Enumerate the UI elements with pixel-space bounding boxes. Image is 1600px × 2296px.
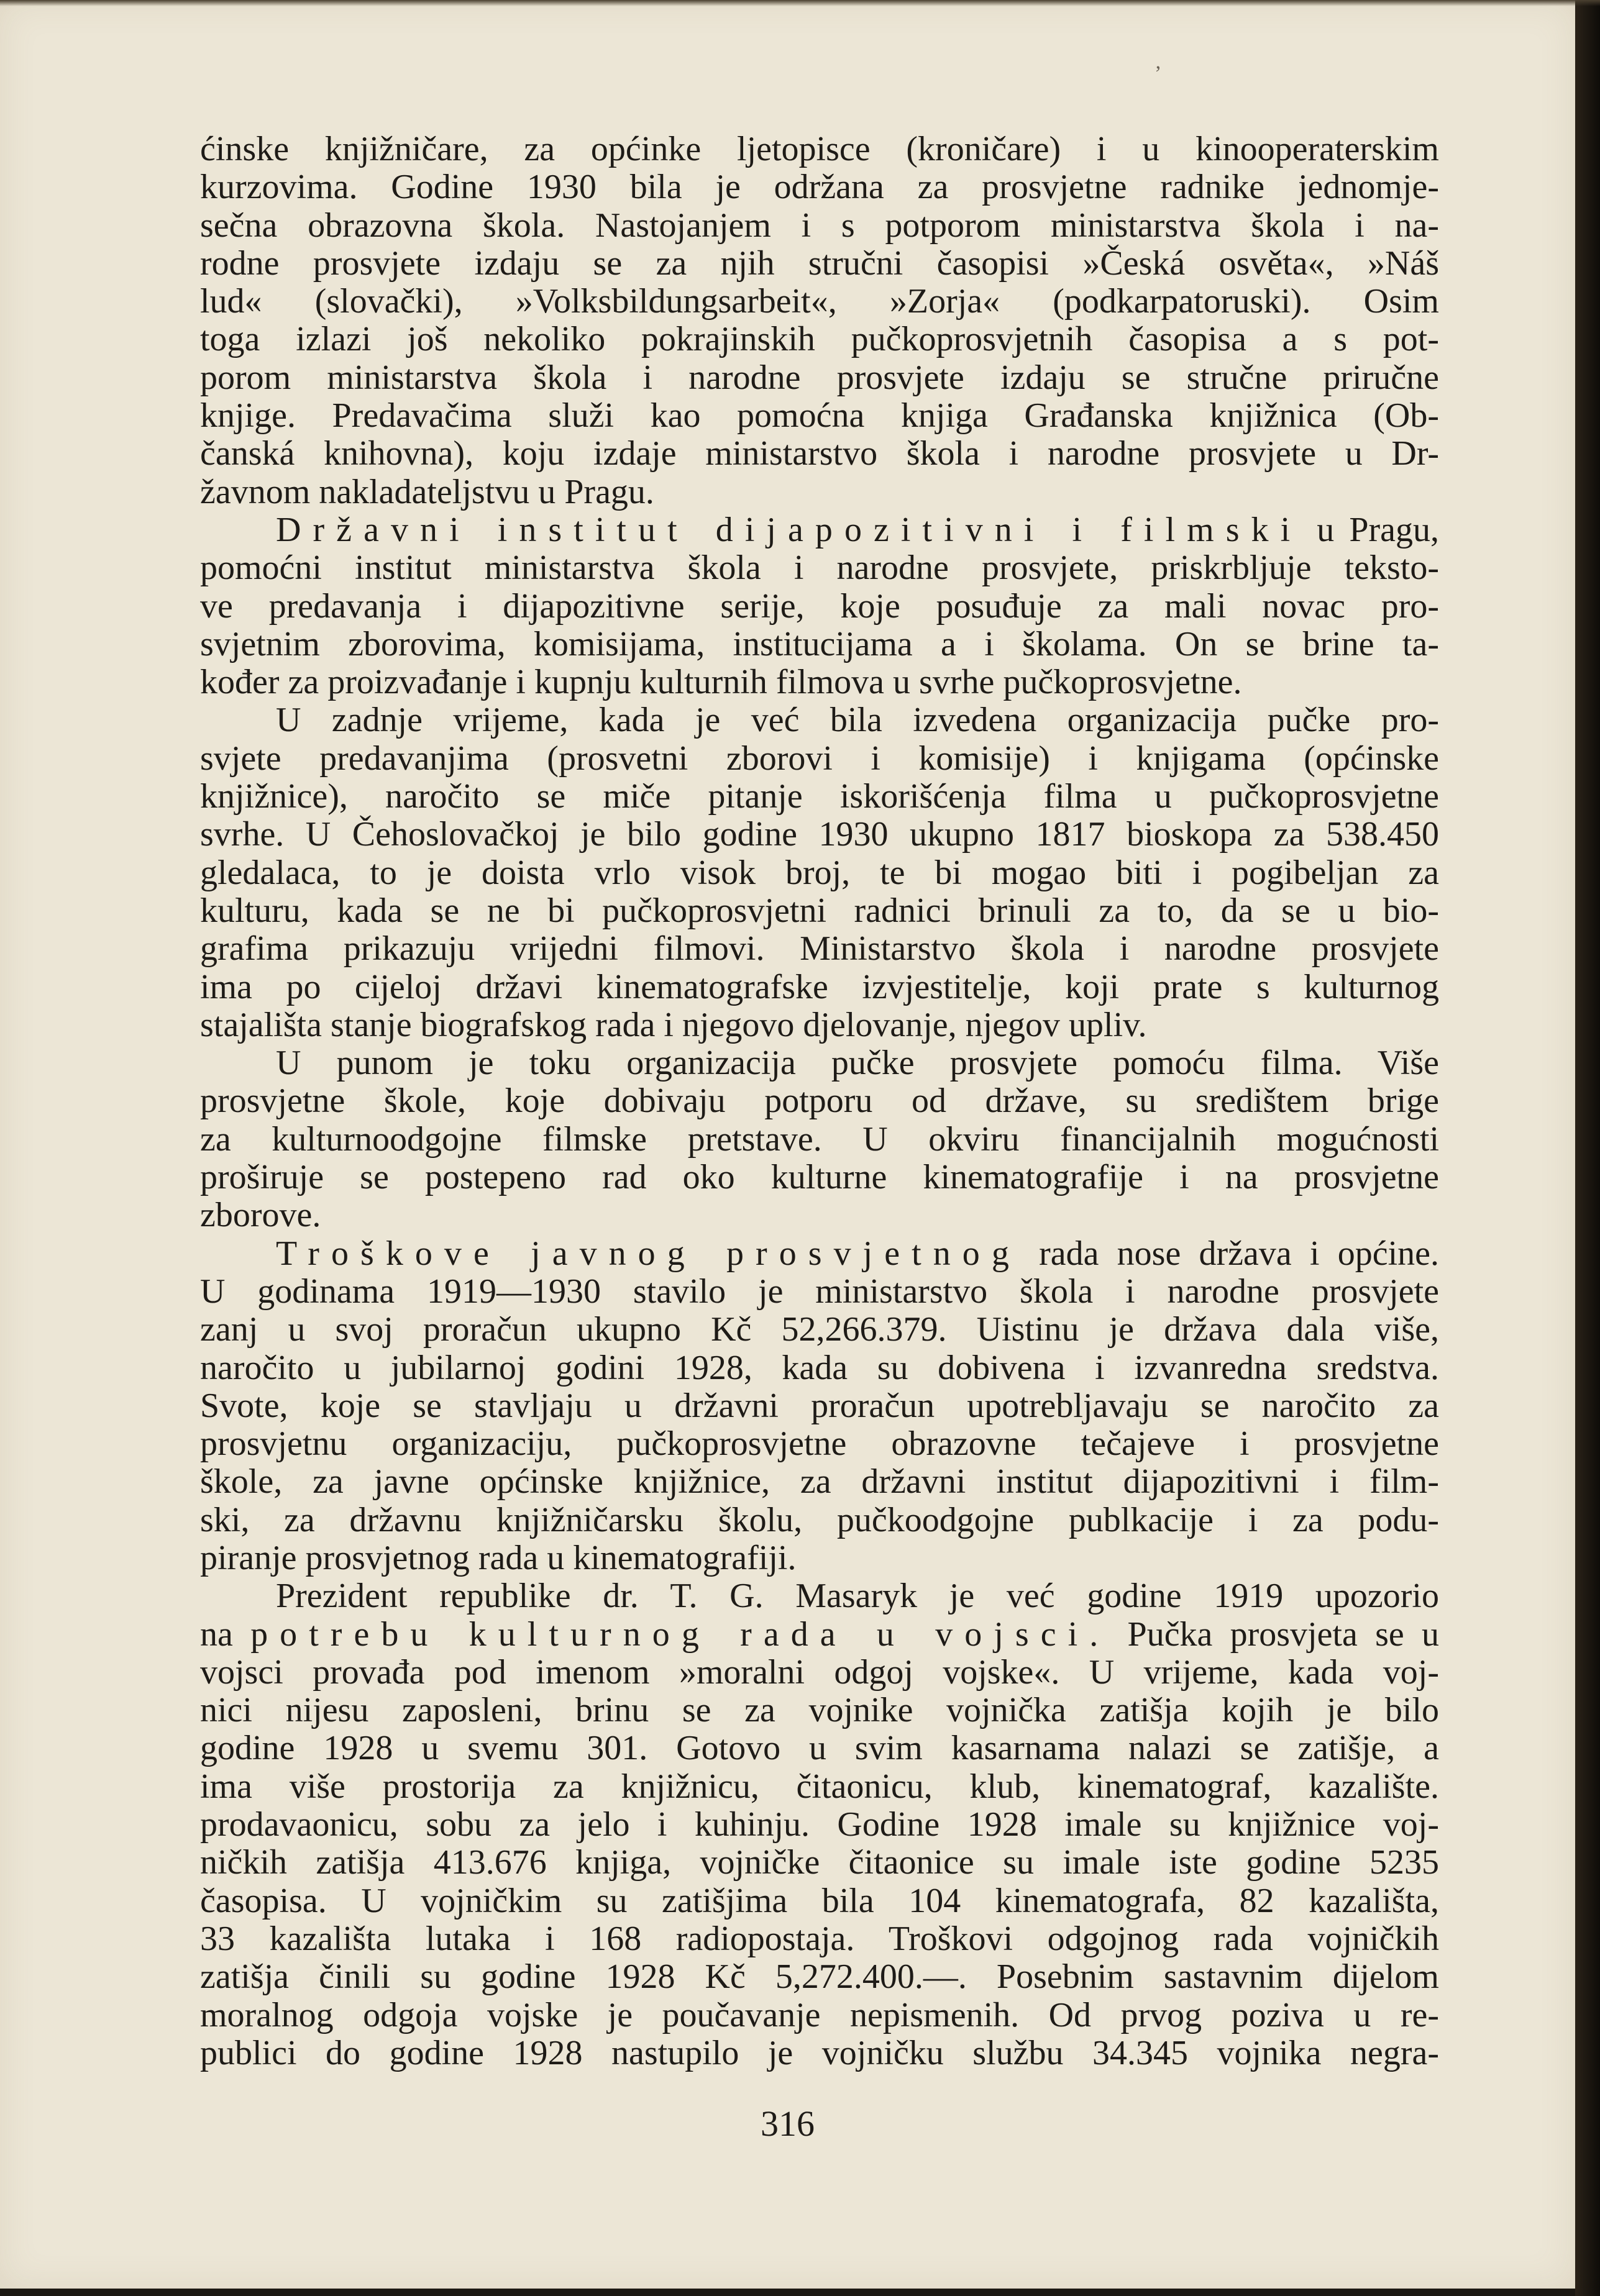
text-line: Svote, koje se stavljaju u državni proračun upotrebljavaju se naročito za [200,1386,1439,1425]
text-line: ničkih zatišja 413.676 knjiga, vojničke čitaonice su imale iste godine 5235 [200,1843,1439,1882]
spaced-heading: potrebu kulturnog rada u vojsci. [250,1615,1110,1654]
text-line: prodavaonicu, sobu za jelo i kuhinju. Godine 1928 imale su knjižnice voj- [200,1805,1439,1844]
text-line: za kulturnoodgojne filmske pretstave. U okviru financijalnih mogućnosti [200,1119,1439,1159]
text-line: moralnog odgoja vojske je poučavanje nepismenih. Od prvog poziva u re- [200,1995,1439,2034]
text-line: žavnom nakladateljstvu u Pragu. [200,472,654,511]
text-line: svjete predavanjima (prosvetni zborovi i komisije) i knjigama (općinske [200,739,1439,778]
text-line: U godinama 1919—1930 stavilo je ministarstvo škola i narodne prosvjete [200,1272,1439,1311]
text-line: pomoćni institut ministarstva škola i narodne prosvjete, priskrbljuje teksto- [200,549,1439,588]
text-line: škole, za javne općinske knjižnice, za državni institut dijapozitivni i film- [200,1462,1439,1501]
text-line: proširuje se postepeno rad oko kulturne kinematografije i na prosvjetne [200,1158,1439,1197]
heading-tail: u Pragu, [1317,510,1440,549]
text-line: svjetnim zborovima, komisijama, institucijama a i školama. On se brine ta- [200,624,1439,663]
heading-tail: Pučka prosvjeta se u [1127,1615,1440,1654]
text-line: godine 1928 u svemu 301. Gotovo u svim kasarnama nalazi se zatišje, a [200,1729,1439,1768]
text-line: rodne prosvjete izdaju se za njih stručni časopisi »Česká osvěta«, »Náš [200,244,1439,283]
text-line: zanj u svoj proračun ukupno Kč 52,266.379. Uistinu je država dala više, [200,1310,1439,1349]
text-line: porom ministarstva škola i narodne prosvjete izdaju se stručne priručne [200,358,1439,397]
text-line: prosvjetne škole, koje dobivaju potporu od države, su središtem brige [200,1082,1439,1121]
text-line: U punom je toku organizacija pučke prosvjete pomoću filma. Više [276,1044,1439,1083]
spaced-heading: Državni institut dijapozitivni i filmski [276,510,1302,549]
text-line: ima više prostorija za knjižnicu, čitaonicu, klub, kinematograf, kazalište. [200,1767,1439,1806]
text-line: grafima prikazuju vrijedni filmovi. Ministarstvo škola i narodne prosvjete [200,929,1439,968]
text-line: ima po cijeloj državi kinematografske izvjestitelje, koji prate s kulturnog [200,967,1439,1006]
text-line: knjige. Predavačima služi kao pomoćna knjiga Građanska knjižnica (Ob- [200,396,1439,435]
text-line: 33 kazališta lutaka i 168 radiopostaja. Troškovi odgojnog rada vojničkih [200,1919,1439,1958]
text-line: svrhe. U Čehoslovačkoj je bilo godine 1930 ukupno 1817 bioskopa za 538.450 [200,815,1439,854]
text-line: prosvjetnu organizaciju, pučkoprosvjetne obrazovne tečajeve i prosvjetne [200,1424,1439,1464]
heading-tail: rada nose država i općine. [1039,1234,1439,1273]
text-line-heading [200,1235,1439,1273]
text-line: nici nijesu zaposleni, brinu se za vojnike vojnička zatišja kojih je bilo [200,1691,1439,1730]
text-line: lud« (slovački), »Volksbildungsarbeit«, »Zorja« (podkarpatoruski). Osim [200,282,1439,321]
text-line: naročito u jubilarnoj godini 1928, kada su dobivena i izvanredna sredstva. [200,1348,1439,1387]
text-line: kođer za proizvađanje i kupnju kulturnih filmova u svrhe pučkoprosvjetne. [200,663,1242,702]
body-text [200,130,1439,2072]
text-line: zborove. [200,1196,321,1235]
text-line: gledalaca, to je doista vrlo visok broj, te bi mogao biti i pogibeljan za [200,853,1439,892]
text-line: kulturu, kada se ne bi pučkoprosvjetni radnici brinuli za to, da se u bio- [200,891,1439,930]
text-line-heading [200,1616,1439,1654]
text-line: toga izlazi još nekoliko pokrajinskih pučkoprosvjetnih časopisa a s pot- [200,320,1439,359]
text-line: U zadnje vrijeme, kada je već bila izvedena organizacija pučke pro- [276,701,1439,740]
text-line: vojsci provađa pod imenom »moralni odgoj vojske«. U vrijeme, kada voj- [200,1652,1439,1692]
text-line: stajališta stanje biografskog rada i njegovo djelovanje, njegov upliv. [200,1005,1147,1044]
text-line: časopisa. U vojničkim su zatišjima bila 104 kinematografa, 82 kazališta, [200,1881,1439,1920]
text-line: kurzovima. Godine 1930 bila je održana za prosvjetne radnike jednomje- [200,168,1439,207]
text-line: Prezident republike dr. T. G. Masaryk je već godine 1919 upozorio [276,1577,1439,1616]
heading-lead: na [200,1615,233,1654]
text-line: sečna obrazovna škola. Nastojanjem i s potporom ministarstva škola i na- [200,206,1439,245]
text-line: piranje prosvjetnog rada u kinematografiji. [200,1538,797,1577]
spaced-heading: Troškove javnog prosvjetnog [276,1234,1021,1273]
text-line: ćinske knjižničare, za općinke ljetopisce (kroničare) i u kinooperaterskim [200,130,1439,168]
text-line: ve predavanja i dijapozitivne serije, koje posuđuje za mali novac pro- [200,586,1439,626]
page-binding-edge [1575,0,1600,2296]
text-line: ski, za državnu knjižničarsku školu, pučkoodgojne publkacije i za podu- [200,1500,1439,1539]
page-top-edge [0,0,1600,6]
ink-speck: ʼ [1154,62,1162,85]
text-line: knjižnice), naročito se miče pitanje iskorišćenja filma u pučkoprosvjetne [200,777,1439,816]
text-line: čanská knihovna), koju izdaje ministarstvo škola i narodne prosvjete u Dr- [200,434,1439,473]
page-number: 316 [761,2103,815,2144]
text-line: publici do godine 1928 nastupilo je vojničku službu 34.345 vojnika negra- [200,2033,1439,2072]
text-line: zatišja činili su godine 1928 Kč 5,272.400.—. Posebnim sastavnim dijelom [200,1957,1439,1997]
text-line-heading [200,511,1439,549]
